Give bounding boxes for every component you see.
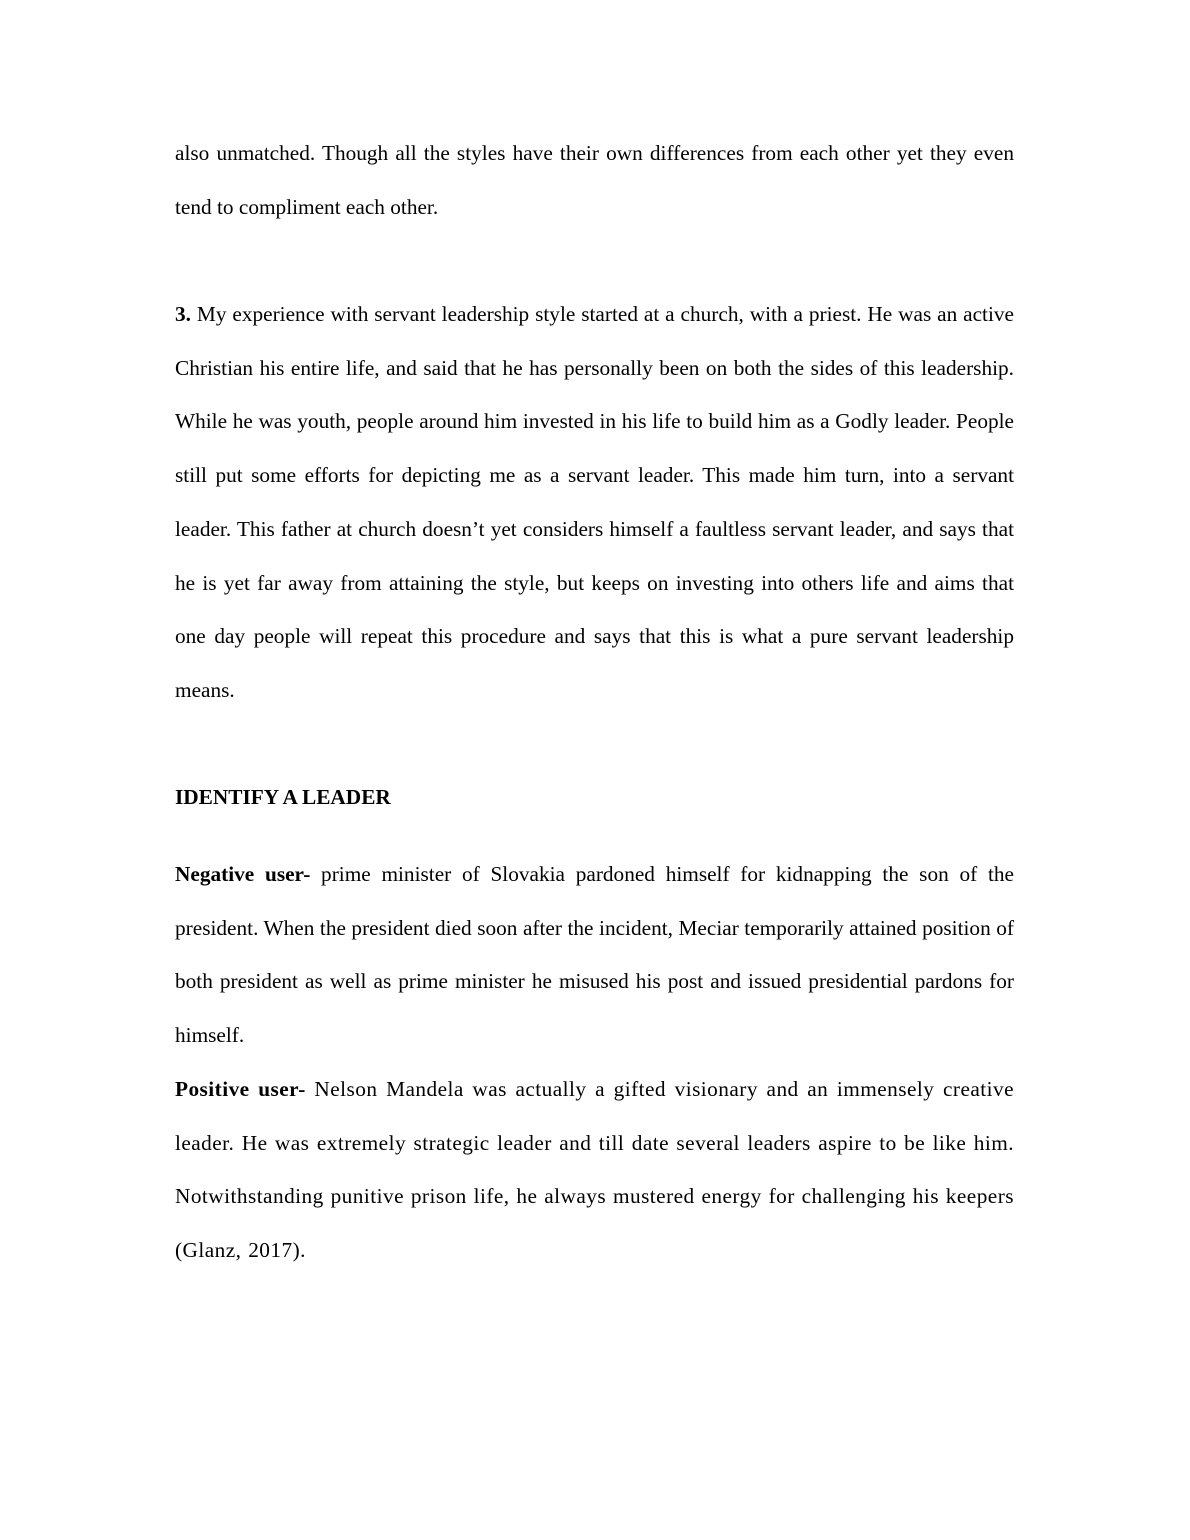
positive-user-text: Nelson Mandela was actually a gifted visionary and an immensely creative leader. He was extremely strategic leader and till date several leaders aspire to be like him. Notwithstanding punitive prison life, he always mustered energy for challenging his keepers (Glanz, 2017).: [175, 1077, 1014, 1263]
paragraph-servant-leadership: [175, 288, 1014, 718]
paragraph-continuation: also unmatched. Though all the styles have their own differences from each other yet they even tend to compliment each other.: [175, 141, 1014, 219]
positive-user-label: Positive user-: [175, 1077, 306, 1101]
negative-user-text: prime minister of Slovakia pardoned himself for kidnapping the son of the president. When the president died soon after the incident, Meciar temporarily attained position of both president as well as prime minister he misused his post and issued presidential pardons for himself.: [175, 862, 1014, 1048]
section-heading: IDENTIFY A LEADER: [175, 785, 391, 809]
paragraph-positive-user: [175, 1063, 1014, 1278]
negative-user-label: Negative user-: [175, 862, 311, 886]
paragraph-servant-leadership-text: My experience with servant leadership style started at a church, with a priest. He was an active Christian his entire life, and said that he has personally been on both the sides of this leadership. While he was youth, people around him invested in his life to build him as a Godly leader. People still put some efforts for depicting me as a servant leader. This made him turn, into a servant leader. This father at church doesn’t yet considers himself a faultless servant leader, and says that he is yet far away from attaining the style, but keeps on investing into others life and aims that one day people will repeat this procedure and says that this is what a pure servant leadership means.: [175, 302, 1014, 702]
paragraph-number: 3.: [175, 302, 191, 326]
paragraph-negative-user: [175, 848, 1014, 1063]
